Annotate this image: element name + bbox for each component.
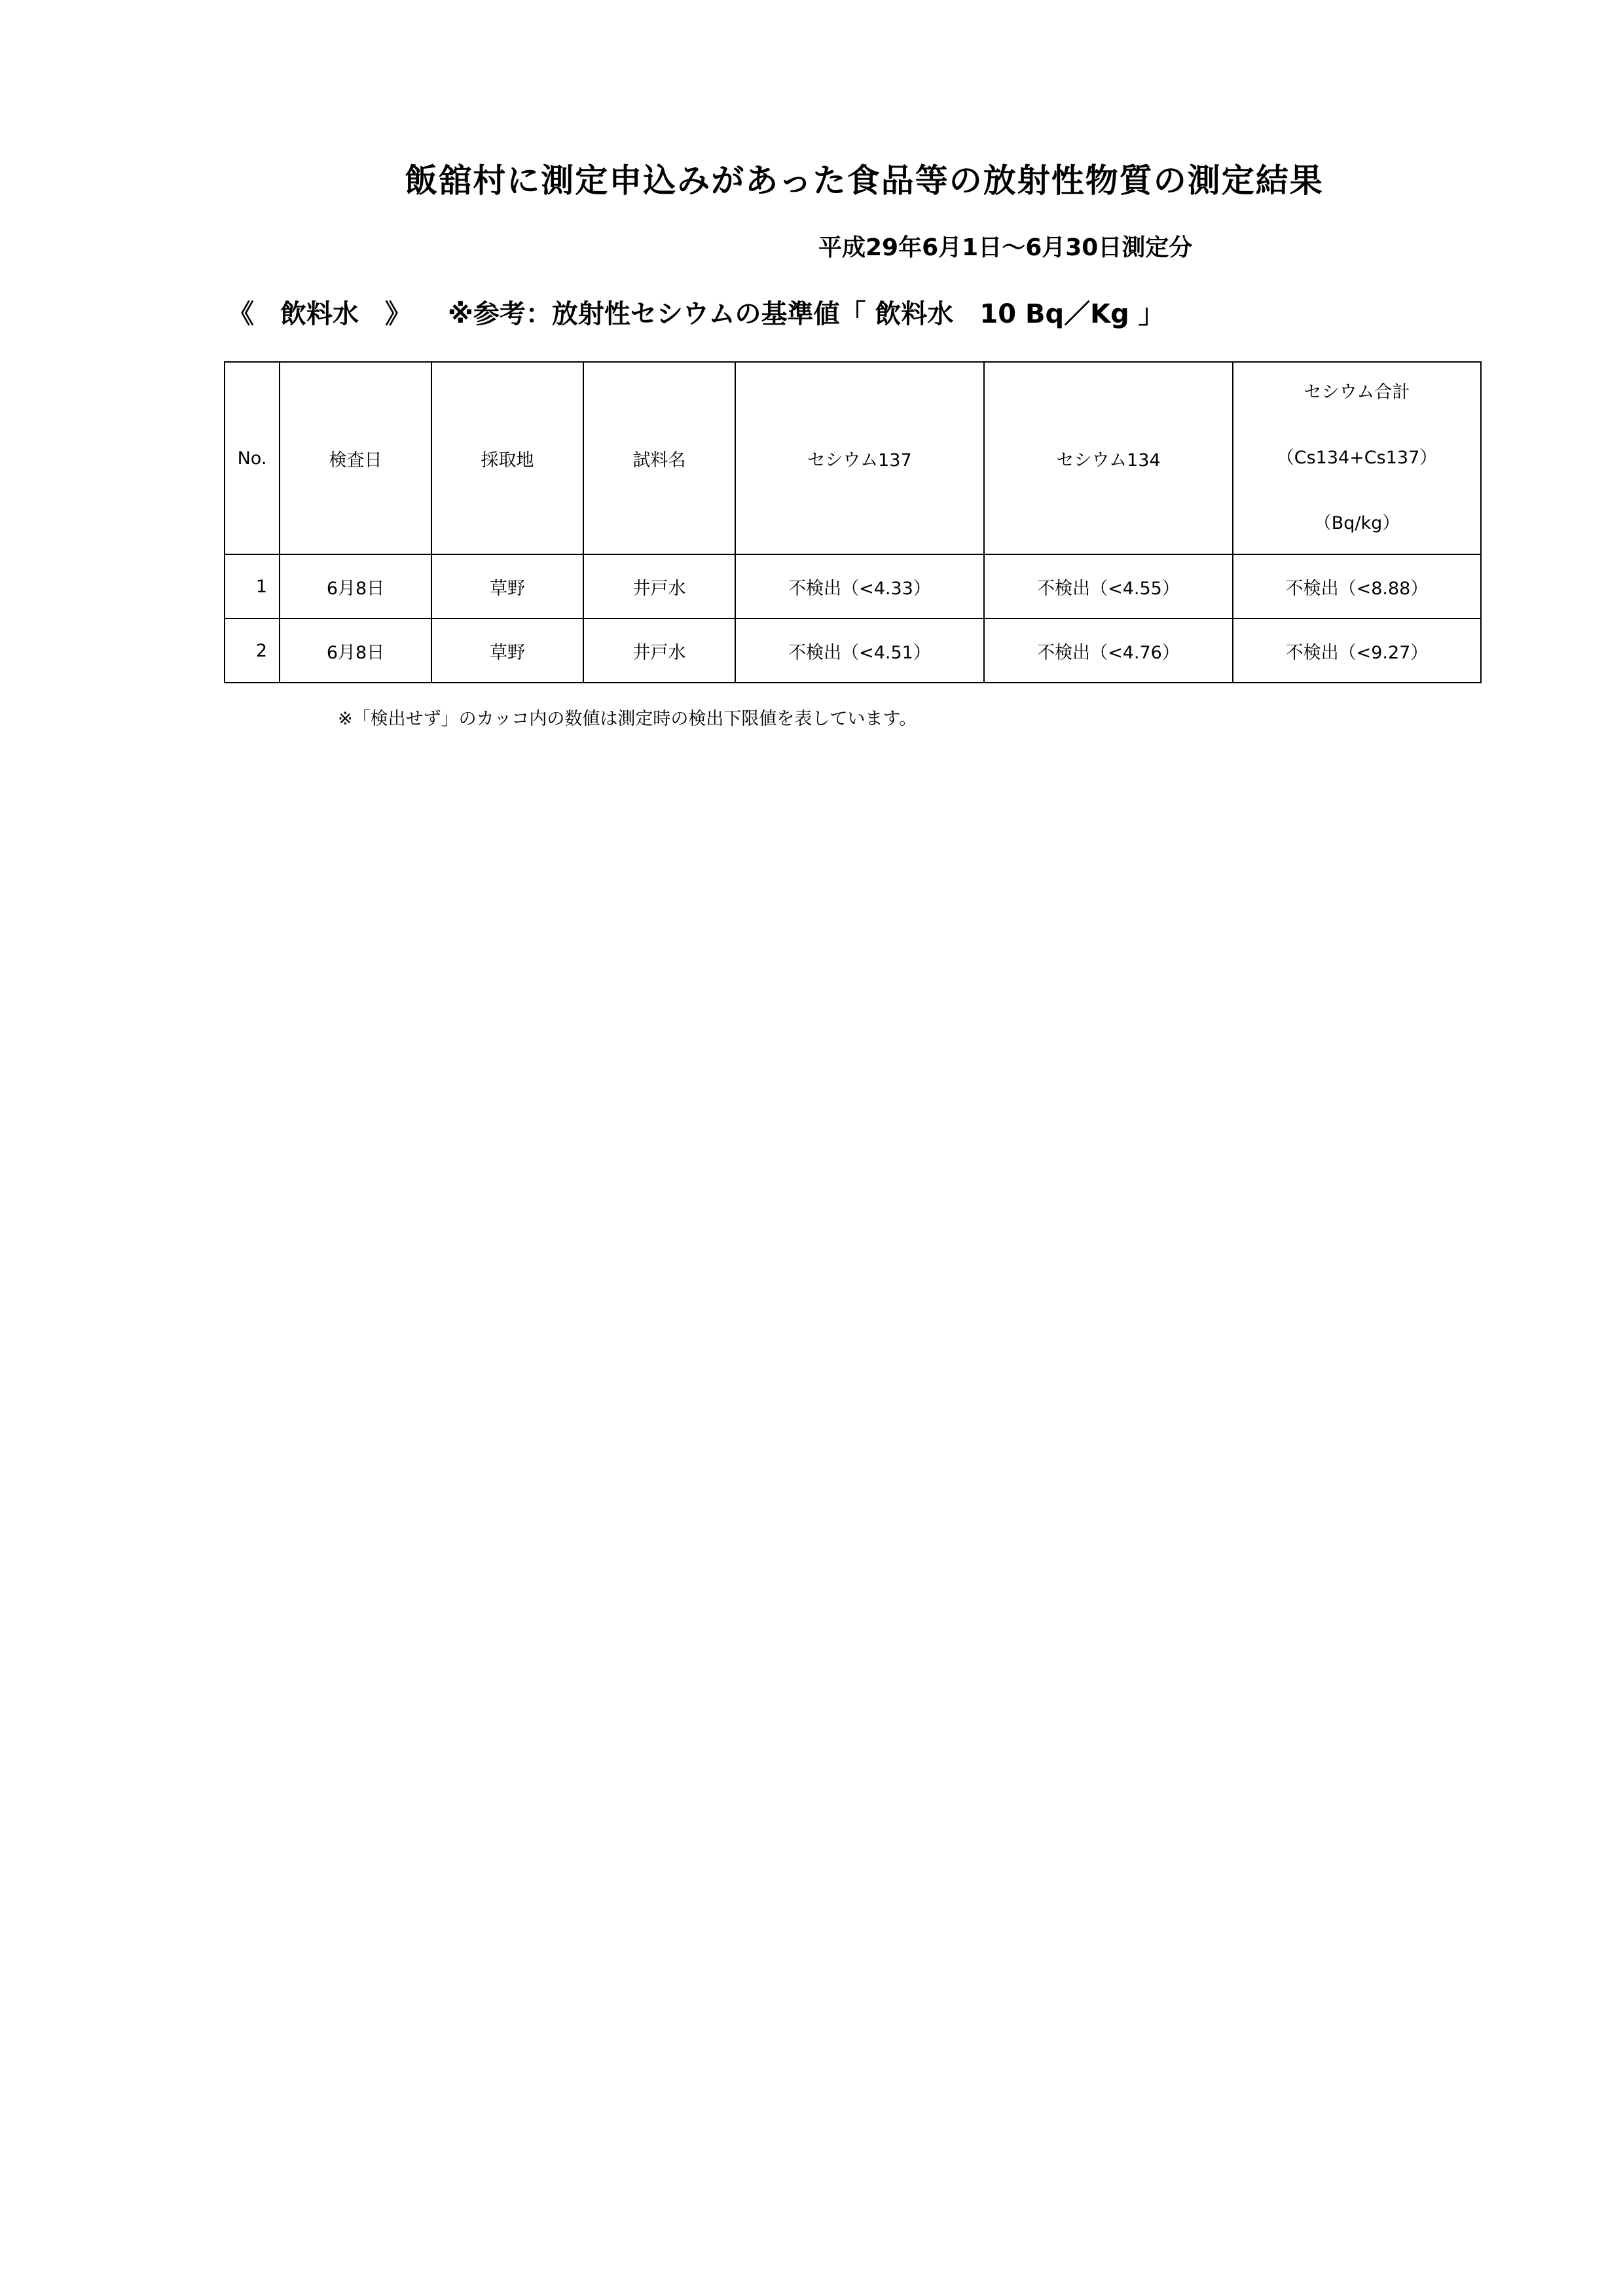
header-total-label: セシウム合計 [1304, 382, 1410, 403]
subheading [228, 293, 1165, 331]
header-cs134: セシウム134 [984, 362, 1233, 554]
results-table [224, 361, 1482, 683]
cell-total: 不検出（<9.27） [1233, 619, 1481, 683]
cell-cs137: 不検出（<4.33） [735, 554, 984, 619]
header-total-unit: （Bq/kg） [1313, 513, 1400, 533]
header-date: 検査日 [280, 362, 431, 554]
cell-date: 6月8日 [280, 619, 431, 683]
header-total [1233, 362, 1481, 554]
cell-cs137: 不検出（<4.51） [735, 619, 984, 683]
table-header-row [225, 362, 1481, 554]
measurement-period: 平成29年6月1日～6月30日測定分 [818, 234, 1193, 261]
document-title: 飯舘村に測定申込みがあった食品等の放射性物質の測定結果 [405, 162, 1324, 200]
cell-location: 草野 [431, 554, 583, 619]
footnote: ※「検出せず」のカッコ内の数値は測定時の検出下限値を表しています。 [338, 709, 917, 729]
table-row [225, 554, 1481, 619]
header-total-formula: （Cs134+Cs137） [1276, 448, 1438, 468]
category-label: 《 飲料水 》 [228, 299, 411, 329]
cell-date: 6月8日 [280, 554, 431, 619]
header-location: 採取地 [431, 362, 583, 554]
header-cs137: セシウム137 [735, 362, 984, 554]
cell-no: 2 [225, 619, 280, 683]
cell-no: 1 [225, 554, 280, 619]
cell-total: 不検出（<8.88） [1233, 554, 1481, 619]
cell-sample: 井戸水 [583, 554, 735, 619]
cell-cs134: 不検出（<4.76） [984, 619, 1233, 683]
cell-cs134: 不検出（<4.55） [984, 554, 1233, 619]
header-no: No. [225, 362, 280, 554]
reference-standard: ※参考：放射性セシウムの基準値「 飲料水 10 Bq／Kg 」 [448, 299, 1165, 329]
table-row [225, 619, 1481, 683]
header-sample: 試料名 [583, 362, 735, 554]
cell-location: 草野 [431, 619, 583, 683]
cell-sample: 井戸水 [583, 619, 735, 683]
